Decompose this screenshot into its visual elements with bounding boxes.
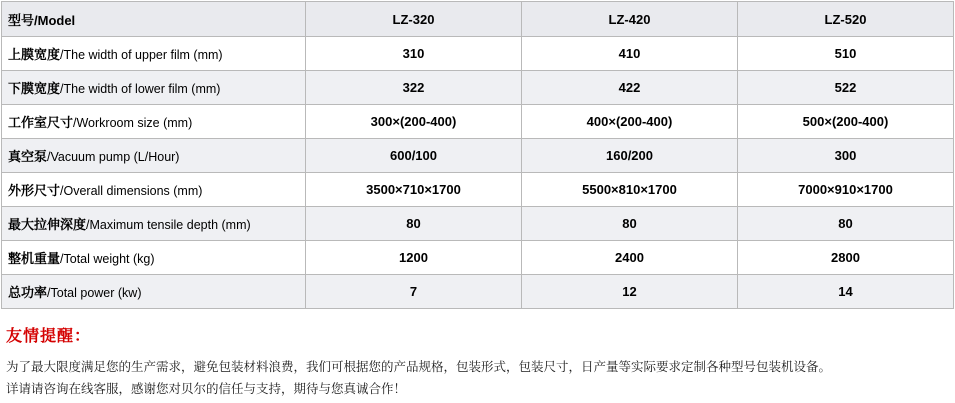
cell-value: 1200 (306, 241, 522, 275)
column-header-lz320: LZ-320 (306, 2, 522, 37)
row-label-en: /The width of upper film (mm) (60, 48, 223, 62)
column-header-lz520: LZ-520 (738, 2, 954, 37)
cell-value: 2800 (738, 241, 954, 275)
row-label (2, 71, 306, 105)
row-label-en: /Workroom size (mm) (73, 116, 193, 130)
cell-value: 80 (738, 207, 954, 241)
table-row (2, 139, 954, 173)
cell-value: 322 (306, 71, 522, 105)
cell-value: 310 (306, 37, 522, 71)
cell-value: 7000×910×1700 (738, 173, 954, 207)
table-body (2, 2, 954, 309)
cell-value: 410 (522, 37, 738, 71)
specification-table (1, 1, 954, 309)
cell-value: 600/100 (306, 139, 522, 173)
table-header-row (2, 2, 954, 37)
cell-value: 5500×810×1700 (522, 173, 738, 207)
row-label-en: /Total power (kw) (47, 286, 142, 300)
cell-value: 80 (306, 207, 522, 241)
table-row (2, 37, 954, 71)
row-label-en: /Total weight (kg) (60, 252, 155, 266)
row-label-cn: 工作室尺寸 (8, 115, 74, 130)
row-label-en: /Maximum tensile depth (mm) (86, 218, 251, 232)
row-label-en: /The width of lower film (mm) (60, 82, 221, 96)
row-label-en: /Overall dimensions (mm) (60, 184, 203, 198)
cell-value: 300 (738, 139, 954, 173)
row-label (2, 241, 306, 275)
row-label-cn: 整机重量 (8, 251, 61, 266)
row-label (2, 207, 306, 241)
cell-value: 522 (738, 71, 954, 105)
row-label-cn: 外形尺寸 (8, 183, 61, 198)
row-label-cn: 上膜宽度 (8, 47, 61, 62)
row-label-cn: 总功率 (8, 285, 48, 300)
notice-line: 详请请咨询在线客服，感谢您对贝尔的信任与支持，期待与您真诚合作！ (6, 382, 407, 396)
cell-value: 422 (522, 71, 738, 105)
table-row (2, 275, 954, 309)
cell-value: 510 (738, 37, 954, 71)
row-label-cn: 下膜宽度 (8, 81, 61, 96)
row-label (2, 105, 306, 139)
cell-value: 14 (738, 275, 954, 309)
cell-value: 3500×710×1700 (306, 173, 522, 207)
notice-title: 友情提醒： (6, 328, 92, 345)
spec-sheet-page (0, 1, 955, 403)
notice-block (6, 323, 955, 400)
table-row (2, 71, 954, 105)
cell-value: 500×(200-400) (738, 105, 954, 139)
cell-value: 12 (522, 275, 738, 309)
row-label-cn: 最大拉伸深度 (8, 217, 87, 232)
row-label (2, 275, 306, 309)
cell-value: 80 (522, 207, 738, 241)
row-label (2, 139, 306, 173)
table-row (2, 173, 954, 207)
cell-value: 300×(200-400) (306, 105, 522, 139)
row-label-en: /Vacuum pump (L/Hour) (47, 150, 180, 164)
row-label (2, 173, 306, 207)
cell-value: 400×(200-400) (522, 105, 738, 139)
table-row (2, 105, 954, 139)
row-label-cn: 真空泵 (8, 149, 48, 164)
table-row (2, 241, 954, 275)
notice-line: 为了最大限度满足您的生产需求，避免包装材料浪费，我们可根据您的产品规格，包装形式，包装尺寸，日产量等实际要求定制各种型号包装机设备。 (6, 360, 832, 374)
row-label (2, 37, 306, 71)
cell-value: 160/200 (522, 139, 738, 173)
table-row (2, 207, 954, 241)
column-header-lz420: LZ-420 (522, 2, 738, 37)
column-header-model: 型号/Model (2, 2, 306, 37)
cell-value: 7 (306, 275, 522, 309)
cell-value: 2400 (522, 241, 738, 275)
